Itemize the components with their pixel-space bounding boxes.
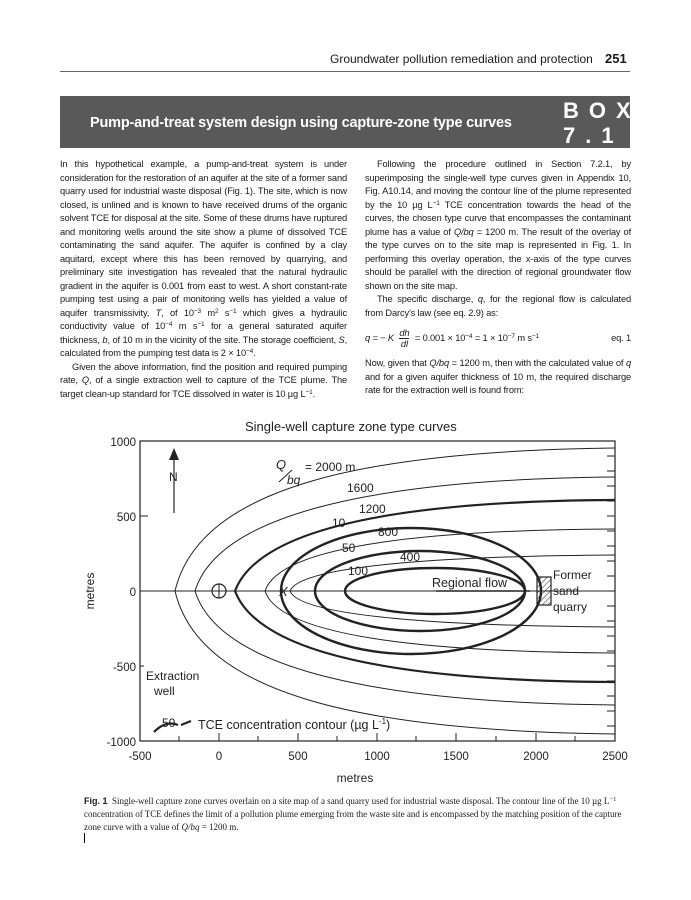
left-column [60,158,347,401]
legend-text: TCE concentration contour (µg $L^{-1}$) [198,717,391,732]
curve-label-800: 800 [378,525,399,539]
legend-value: 50 [162,716,176,730]
x-ticks [179,733,575,741]
curve-label-1600: 1600 [347,481,374,495]
figure-caption: Fig. 1 Single-well capture zone curves overlain on a site map of a sand quarry used for industrial waste disposal. The contour line of the 10 µg $L^{-1}$ concentration of TCE defines the limit of a pollution plume emerging from the waste site and is encompassed by the matching position of the capture zone curve with a value of Q/bq = 1200 m. [84,796,622,832]
left-paragraph-2: Given the above information, find the position and required pumping rate, Q, of a single extraction well to capture of the TCE plume. The target clean-up standard for TCE dissolved in water is 10 µg $L^{-1}$. [60,361,348,399]
y-tick-label: 1000 [110,437,136,449]
x-tick-label: 2000 [523,751,549,763]
box-label-number: 7.1 [563,123,624,148]
extraction-well-label-1: Extraction [146,669,200,683]
regional-flow-label: Regional flow [432,576,508,590]
right-paragraph-1: Following the procedure outlined in Section 7.2.1, by superimposing the single-well type curves given in Appendix 10, Fig. A10.14, and moving the contour line of the plume represented by the 10 µg $L^{-1}$ TCE concentration towards the head of the curves, the chosen type curve that encompasses the contaminant plume has a value of Q/bq = 1200 m. The result of the overlay of the type curves on to the site map is represented in Fig. 1. In performing this overlay operation, the x-axis of the type curves should be parallel with the direction of regional groundwater flow shown on the site map. [365,159,632,291]
right-column [365,158,631,398]
header-rule [60,71,630,72]
figure-1 [70,415,640,790]
x-axis-label: metres [336,771,374,785]
quarry-label-1: Former [553,568,592,582]
quarry-label-2: sand [553,584,580,598]
q-value-label: = 2000 m [305,460,356,474]
right-paragraph-2: The specific discharge, q, for the regional flow is calculated from Darcy's law (see eq. 2.9) as: [365,294,631,318]
contour-label-50: 50 [342,541,356,555]
plume-marker: X [279,584,288,599]
x-tick-label: 1500 [443,751,469,763]
y-axis-label: metres [83,572,97,610]
quarry-label-3: quarry [553,600,588,614]
running-head: Groundwater pollution remediation and protection [330,52,593,66]
equation-number: eq. 1 [611,332,631,343]
capture-zone-diagram [70,415,640,790]
right-paragraph-3: Now, given that Q/bq = 1200 m, then with the calculated value of q and for a given aquifer thickness of 10 m, the required discharge rate for the extraction well is found from: [365,358,632,395]
box-label-word: BOX [563,98,641,123]
figure-title: Single-well capture zone type curves [245,419,457,434]
x-tick-label: 0 [215,751,223,763]
equation-1: q = − K $\frac{dh}{dl}$ = $0.001 \times 10^{-4} = 1 \times 10^{-7}$ m $s^{-1}$ eq. 1 [365,328,631,349]
bq-label: bq [287,473,301,487]
x-tick-label: 1000 [364,751,390,763]
curve-label-1200: 1200 [359,502,386,516]
x-tick-label: -500 [128,751,152,763]
y-tick-labels [107,437,136,749]
y-tick-label: -1000 [106,737,136,749]
left-paragraph-1: In this hypothetical example, a pump-and-treat system is under consideration for the restoration of an aquifer at the site of a former sand quarry used for industrial waste disposal (Fig. 1). The site, which is now closed, is unlined and is known to have received drums of the organic solvent TCE for disposal at the site. Some of these drums have ruptured and monitoring wells around the site show a plume of dissolved TCE contaminating the sand aquifer. The aquifer is confined by a clay aquitard, except where this has been removed by quarrying, and preliminary site investigation has revealed that the natural hydraulic gradient in the aquifer is 0.001 from east to west. A short constant-rate pumping test using a pair of monitoring wells has yielded a value of aquifer transmissivity, T, of $10^{-3}$ $m^2$ $s^{-1}$ which gives a hydraulic conductivity value of $10^{-4}$ m $s^{-1}$ for a general saturated aquifer thickness, b, of 10 m in the vicinity of the site. The storage coefficient, S, calculated from the pumping test data is $2 \times 10^{-4}$. [60,159,348,358]
caption-margin-mark [84,833,85,843]
y-tick-label: 0 [129,587,136,599]
curve-label-400: 400 [400,550,421,564]
x-tick-label: 500 [288,751,308,763]
box-label [563,98,641,148]
y-tick-label: 500 [116,512,136,524]
page-number: 251 [605,51,627,66]
y-tick-label: -500 [112,662,136,674]
former-sand-quarry-marker [537,577,551,605]
extraction-well-label-2: well [154,684,175,698]
north-label: N [169,470,178,484]
contour-label-100: 100 [348,564,369,578]
box-title: Pump-and-treat system design using capture-zone type curves [90,115,512,131]
x-tick-labels [128,751,627,763]
q-label: Q [276,457,287,472]
contour-label-10: 10 [332,516,346,530]
x-tick-label: 2500 [602,751,628,763]
